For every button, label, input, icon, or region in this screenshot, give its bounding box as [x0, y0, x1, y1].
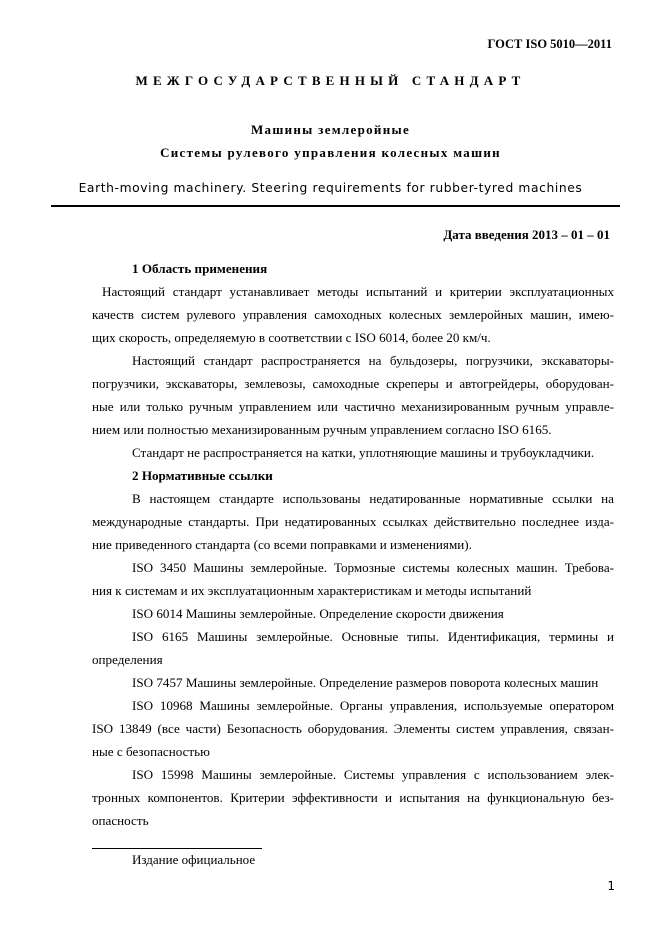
title-ru-line1: Машины землеройные — [250, 122, 411, 137]
section2-line: ние приведенного стандарта (со всеми поправками и изменениями). — [92, 537, 472, 552]
section2-line: ISO 7457 Машины землеройные. Определение размеров поворота колесных машин — [132, 675, 599, 690]
section2-line: ISO 6165 Машины землеройные. Основные типы. Идентификация, термины и — [132, 629, 614, 644]
section1-line: Стандарт не распространяется на катки, уплотняющие машины и трубоукладчики. — [132, 445, 595, 460]
standard-type-heading: МЕЖГОСУДАРСТВЕННЫЙ СТАНДАРТ — [135, 73, 526, 88]
section2-line: ISO 15998 Машины землеройные. Системы управления с использованием элек- — [132, 767, 614, 782]
section2-line: ния к системам и их эксплуатационным характеристикам и методы испытаний — [92, 583, 532, 598]
section2-line: ISO 10968 Машины землеройные. Органы управления, используемые оператором — [132, 698, 614, 713]
section2-line: ISO 6014 Машины землеройные. Определение скорости движения — [132, 606, 504, 621]
section1-line: качеств систем рулевого управления самоходных колесных землеройных машин, имею- — [92, 307, 614, 322]
section2-line: тронных компонентов. Критерии эффективности и испытания на функциональную без- — [92, 790, 614, 805]
section1-heading: 1 Область применения — [132, 261, 268, 276]
edition-label: Издание официальное — [132, 852, 256, 867]
introduction-date: Дата введения 2013 – 01 – 01 — [443, 227, 610, 242]
section2-line: международные стандарты. При недатированных ссылках действительно последнее изда- — [92, 514, 614, 529]
section1-line: Настоящий стандарт устанавливает методы испытаний и критерии эксплуатационных — [102, 284, 614, 299]
section2-line: опасность — [92, 813, 149, 828]
section1-line: погрузчики, экскаваторы, землевозы, самоходные скреперы и автогрейдеры, оборудован- — [92, 376, 614, 391]
section2-line: В настоящем стандарте использованы недатированные нормативные ссылки на — [132, 491, 614, 506]
title-en: Earth-moving machinery. Steering requirements for rubber-tyred machines — [78, 181, 583, 195]
footer-divider — [92, 848, 262, 849]
page-number: 1 — [607, 879, 615, 893]
section2-line: ные с безопасностью — [92, 744, 210, 759]
section2-heading: 2 Нормативные ссылки — [132, 468, 273, 483]
title-divider — [51, 205, 620, 207]
section1-line: нием или полностью механизированным ручным управлением согласно ISO 6165. — [92, 422, 552, 437]
section2-line: определения — [92, 652, 163, 667]
section2-line: ISO 13849 (все части) Безопасность оборудования. Элементы систем управления, связан- — [92, 721, 614, 736]
standard-code: ГОСТ ISO 5010—2011 — [487, 37, 612, 51]
section1-line: щих скорость, определяемую в соответствии с ISO 6014, более 20 км/ч. — [92, 330, 491, 345]
section2-line: ISO 3450 Машины землеройные. Тормозные системы колесных машин. Требова- — [132, 560, 614, 575]
section1-line: ные или только ручным управлением или частично механизированным ручным управле- — [92, 399, 614, 414]
section1-line: Настоящий стандарт распространяется на бульдозеры, погрузчики, экскаваторы- — [132, 353, 614, 368]
title-ru-line2: Системы рулевого управления колесных машин — [160, 145, 501, 160]
